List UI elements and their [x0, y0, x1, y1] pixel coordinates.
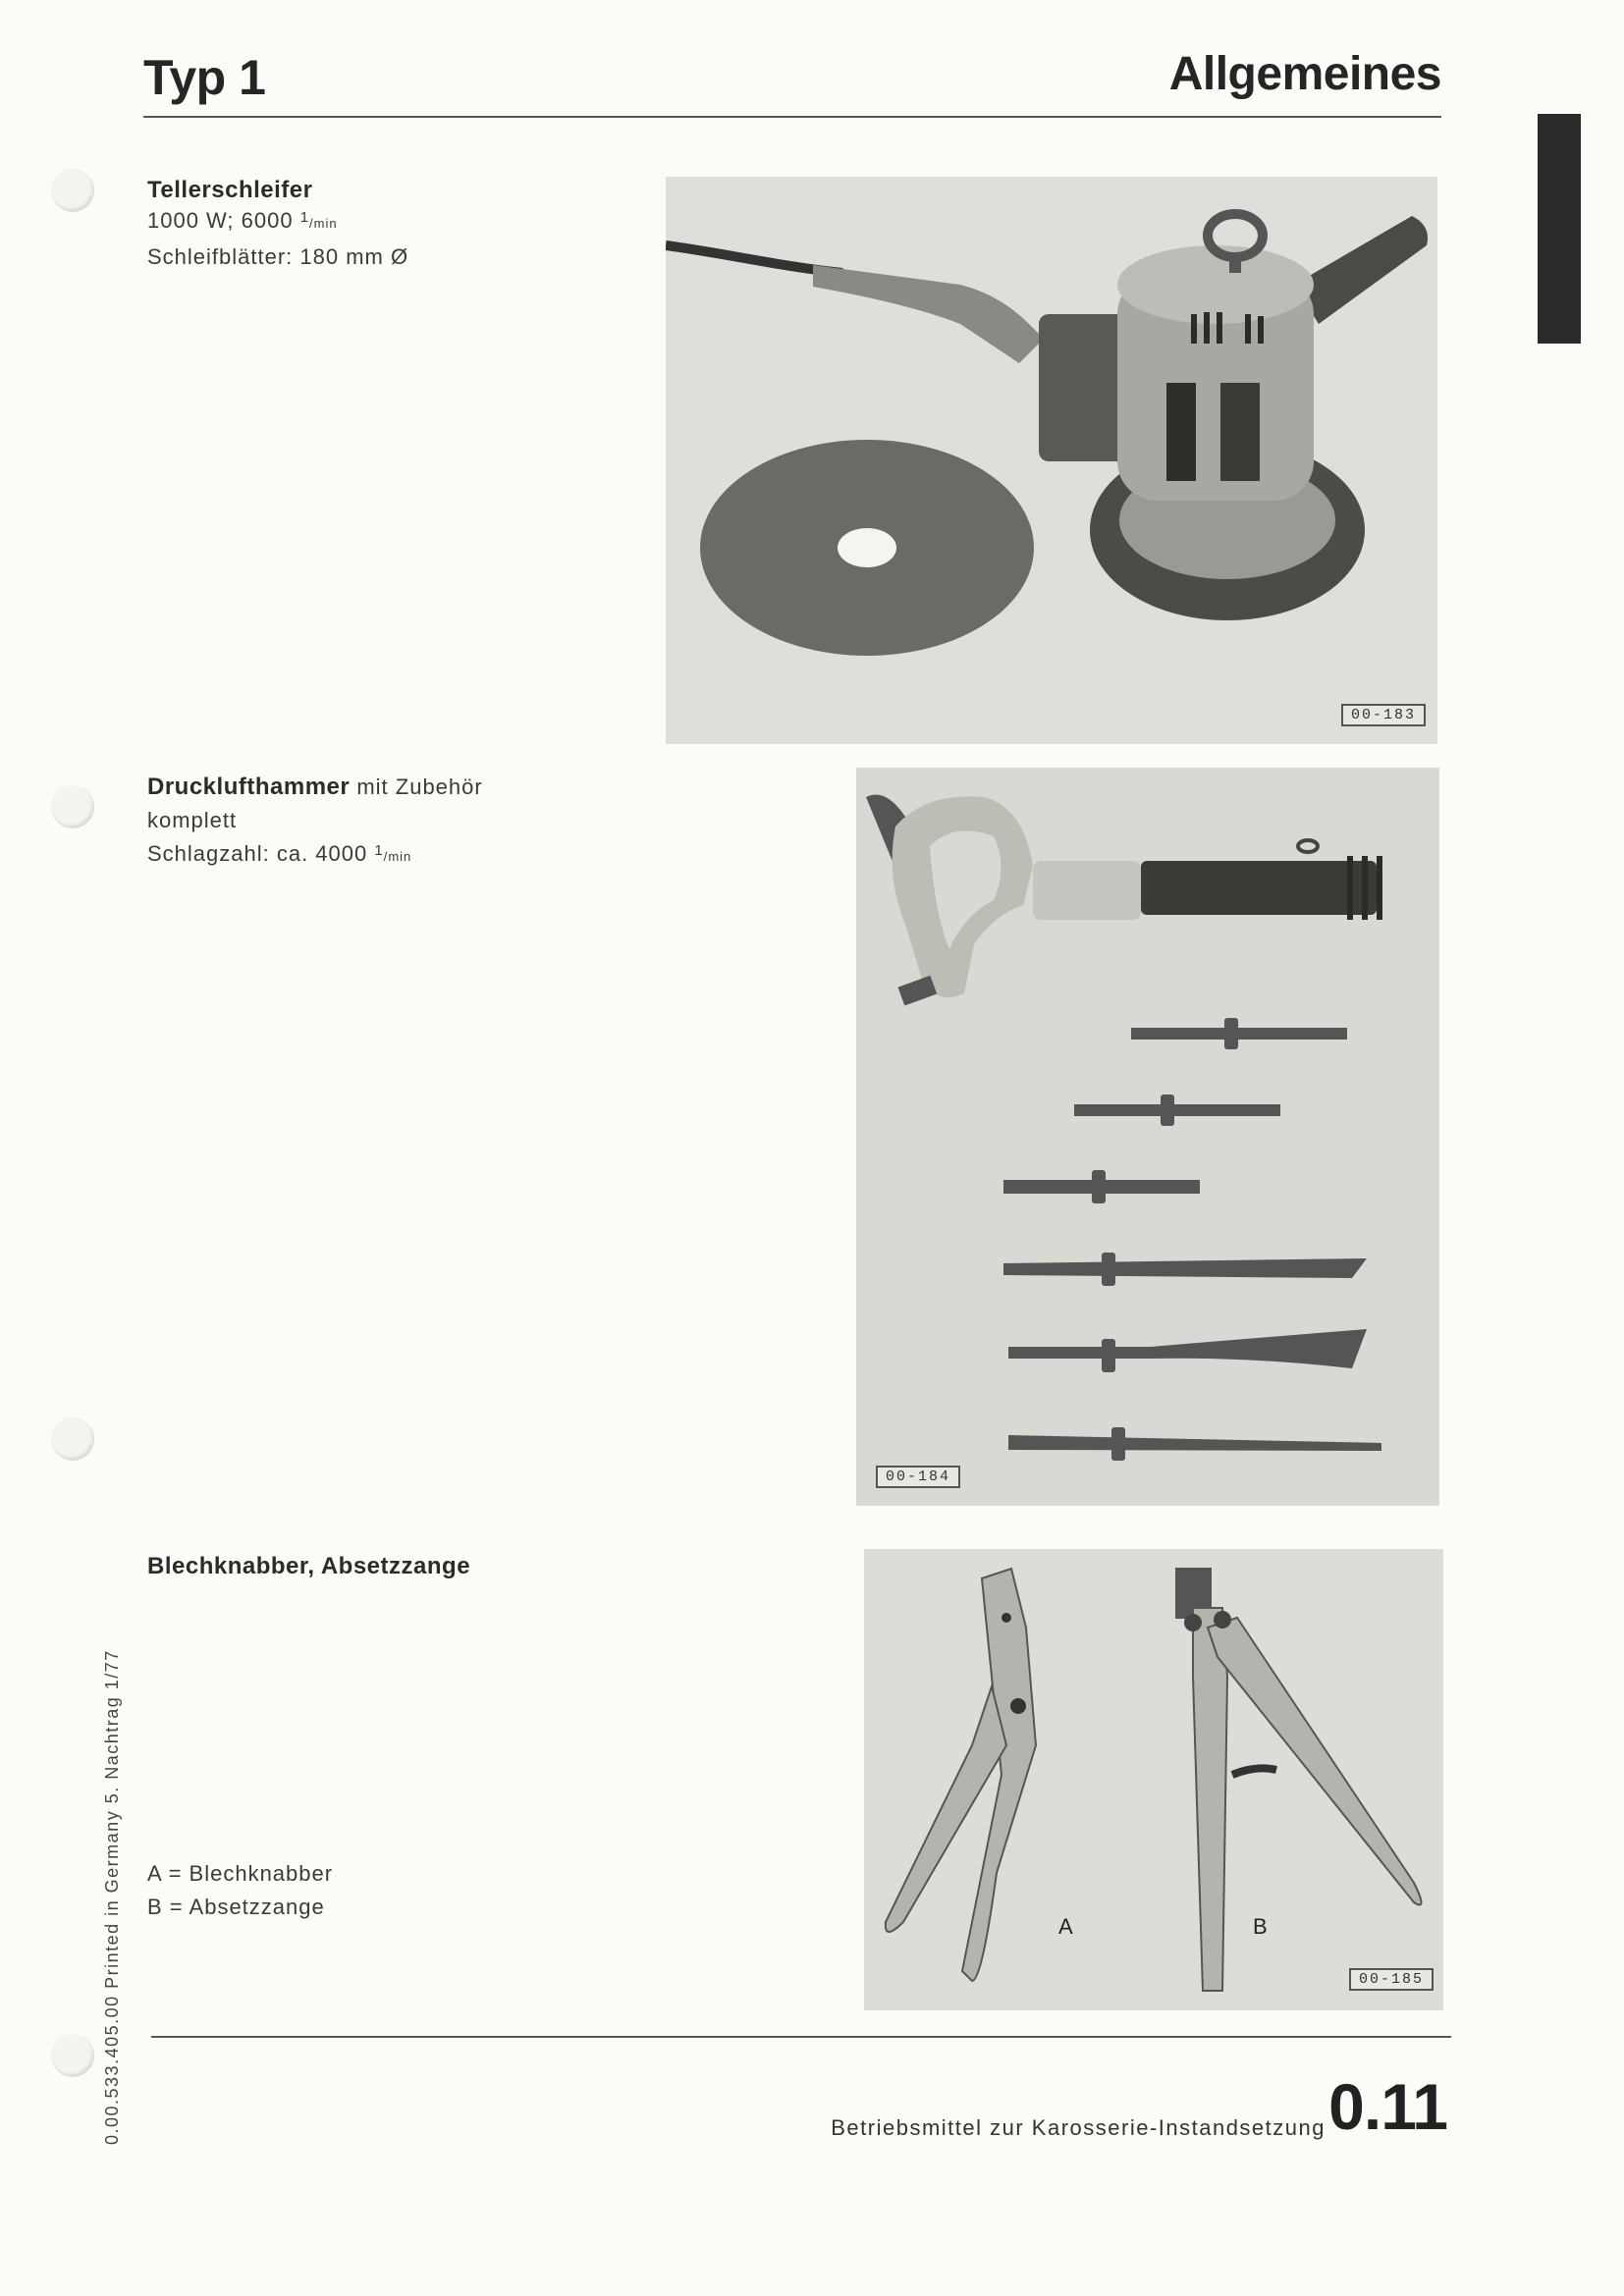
item-spec: Schleifblätter: 180 mm Ø — [147, 244, 409, 269]
item-drucklufthammer — [147, 771, 483, 874]
page-number: 0.11 — [1328, 2070, 1447, 2143]
figure-id: 00-185 — [1349, 1968, 1434, 1991]
binder-hole — [51, 2034, 94, 2077]
item-legend — [147, 1857, 333, 1924]
item-tellerschleifer — [147, 177, 408, 274]
binder-hole — [51, 785, 94, 828]
item-spec: 1000 W; 6000 $^1$/min — [147, 208, 338, 233]
angle-grinder-illustration — [666, 177, 1437, 744]
item-title: Blechknabber, Absetzzange — [147, 1553, 471, 1579]
label-a: A — [1058, 1914, 1073, 1939]
binder-hole — [51, 1417, 94, 1461]
photo-air-hammer — [856, 768, 1439, 1506]
top-rule — [143, 116, 1441, 118]
legend-a: A = Blechknabber — [147, 1861, 334, 1886]
figure-id: 00-184 — [876, 1466, 960, 1488]
footer-caption: Betriebsmittel zur Karosserie-Instandsetzung — [831, 2115, 1326, 2140]
print-note: 0.00.533.405.00 Printed in Germany 5. Nachtrag 1/77 — [102, 1649, 122, 2145]
item-title-line — [147, 771, 483, 804]
header-type: Typ 1 — [143, 50, 266, 105]
binder-hole — [51, 169, 94, 212]
item-spec: komplett — [147, 808, 238, 832]
item-blechknabber — [147, 1553, 470, 1580]
header-section: Allgemeines — [1168, 48, 1441, 100]
figure-id: 00-183 — [1341, 704, 1426, 726]
bottom-rule — [151, 2036, 1451, 2038]
photo-nibbler-crimper — [864, 1549, 1443, 2010]
item-title-suffix: mit Zubehör — [350, 774, 483, 799]
item-title: Drucklufthammer — [147, 774, 351, 800]
air-hammer-illustration — [856, 768, 1439, 1506]
section-tab-marker — [1538, 114, 1581, 344]
item-spec: Schlagzahl: ca. 4000 $^1$/min — [147, 841, 412, 866]
photo-angle-grinder — [666, 177, 1437, 744]
legend-b: B = Absetzzange — [147, 1895, 325, 1919]
label-b: B — [1253, 1914, 1268, 1939]
nibbler-crimper-illustration — [864, 1549, 1443, 2010]
item-title: Tellerschleifer — [147, 177, 313, 203]
